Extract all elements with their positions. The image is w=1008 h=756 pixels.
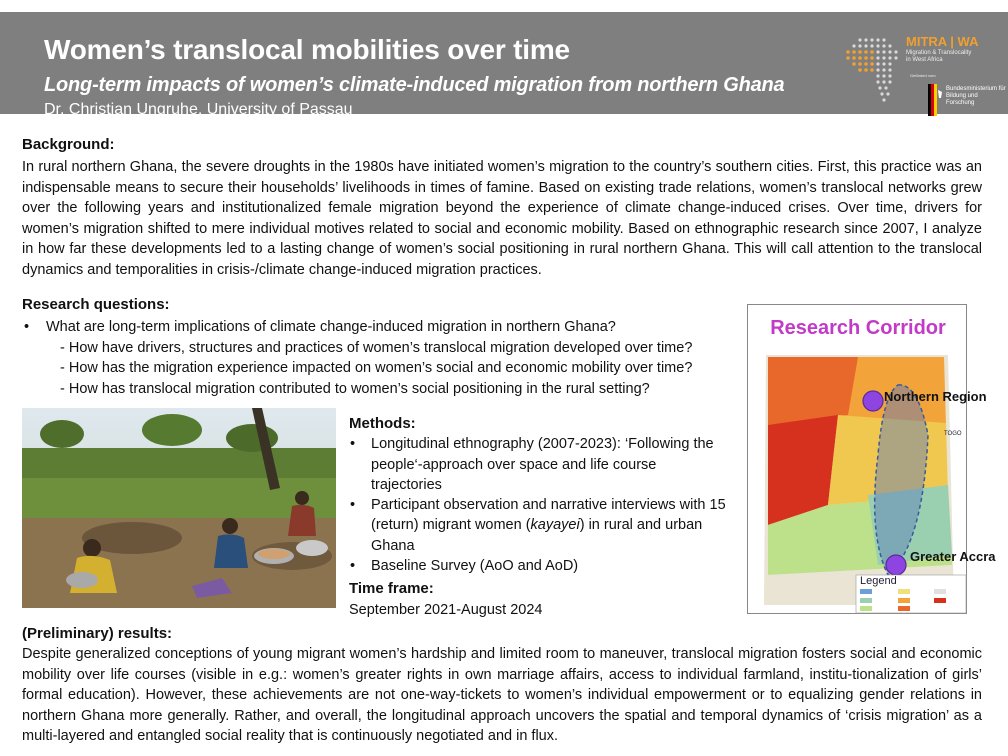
legend-swatch xyxy=(860,598,872,603)
poster-author: Dr. Christian Ungruhe, University of Passau xyxy=(44,101,353,118)
research-corridor-map xyxy=(747,304,996,614)
method-item-2-term: kayayei xyxy=(530,517,580,534)
legend-swatch xyxy=(934,589,946,594)
poster-title: Women’s translocal mobilities over time xyxy=(44,34,570,65)
results-text: Despite generalized conceptions of young migrant women’s hardship and limited room to maneuver, translocal migration fosters social and economic mobility over life courses (visible in e.g.: women’s greater rights in own marriage affairs, access to individual farmland, institu-tionalization of girls’ formal education). However, these achievements are not one-way-tickets to women’s individual empowerment or to equalizing gender relations in northern Ghana more generally. Rather, and overall, the longitudinal approach uncovers the spatial and temporal dynamics of ‘crisis migration’ as a multi-layered and entangled social reality that is continuously negotiated and in flux. xyxy=(22,646,982,744)
method-item-1: • Longitudinal ethnography (2007-2023): ‘Following the people‘-approach over space and life course trajectories xyxy=(349,434,729,495)
legend-title: Legend xyxy=(860,575,897,587)
method-item-2-text-end: ) in rural and urban Ghana xyxy=(371,517,703,554)
greater-accra-marker xyxy=(886,555,906,575)
time-frame-heading: Time frame: xyxy=(349,580,434,598)
fieldwork-photo xyxy=(22,408,336,608)
header-banner xyxy=(0,12,1008,118)
legend-swatch xyxy=(898,606,910,611)
research-corridor-title: Research Corridor xyxy=(770,317,946,339)
method-item-3: • Baseline Survey (AoO and AoD) xyxy=(349,556,729,576)
research-questions-list xyxy=(22,317,752,399)
greater-accra-label: Greater Accra xyxy=(910,549,996,564)
brand-name: MITRA | WA xyxy=(906,34,979,49)
legend-swatch xyxy=(860,589,872,594)
methods-list xyxy=(349,434,729,576)
time-frame-value: September 2021-August 2024 xyxy=(349,601,543,618)
legend-swatch xyxy=(934,598,946,603)
legend-swatch xyxy=(898,598,910,603)
ghana-map-icon xyxy=(748,305,968,615)
background-heading: Background: xyxy=(22,136,115,153)
methods-section xyxy=(349,414,729,620)
mitra-wa-logo xyxy=(842,26,1006,124)
legend-swatch xyxy=(860,606,872,611)
ministry-name: Bundesministerium für Bildung und Forschung xyxy=(946,86,1006,106)
method-item-2 xyxy=(349,495,729,556)
federal-eagle-icon xyxy=(928,84,942,116)
brand-tagline: Migration & Translocality xyxy=(906,50,972,56)
northern-region-marker xyxy=(863,391,883,411)
map-country-label: TOGO xyxy=(944,431,962,437)
methods-heading: Methods: xyxy=(349,415,416,432)
sponsor-label: Gefördert vom xyxy=(910,73,936,78)
research-question-sub-2: - How has the migration experience impacted on women’s social and economic mobility over time? xyxy=(60,360,693,376)
background-text: In rural northern Ghana, the severe droughts in the 1980s have initiated women’s migration to the country’s southern cities. First, this practice was an indispensable means to secure their households’ livelihoods in times of famine. Based on existing trade relations, women’s translocal networks grew over the following years and institutionalized female migration beyond the experience of climate change-induced crises. Over time, drivers for women’s migration shifted to mere individual motives related to social and economic mobility. Based on ethnographic research since 2007, I analyze in how far these developments led to a lasting change of women’s social positioning in rural northern Ghana. This will call attention to the translocal dynamics and temporalities in crisis-/climate change-induced migration practices. xyxy=(22,159,982,278)
research-question-sub-3: - How has translocal migration contributed to women’s social positioning in the rural setting? xyxy=(60,380,650,397)
research-question-main: • What are long-term implications of climate change-induced migration in northern Ghana? xyxy=(22,317,752,338)
research-question-sub-1: - How have drivers, structures and practices of women’s translocal migration developed over time? xyxy=(60,339,693,356)
research-questions-heading: Research questions: xyxy=(22,296,170,313)
northern-region-label: Northern Region xyxy=(884,389,987,404)
brand-tagline-2: in West Africa xyxy=(906,57,943,63)
method-item-2-text: Participant observation and narrative interviews with 15 (return) migrant women ( xyxy=(371,497,726,534)
results-heading: (Preliminary) results: xyxy=(22,625,173,642)
poster-subtitle: Long-term impacts of women’s climate-induced migration from northern Ghana xyxy=(44,74,785,96)
africa-dot-map-icon xyxy=(842,32,904,112)
legend-swatch xyxy=(898,589,910,594)
